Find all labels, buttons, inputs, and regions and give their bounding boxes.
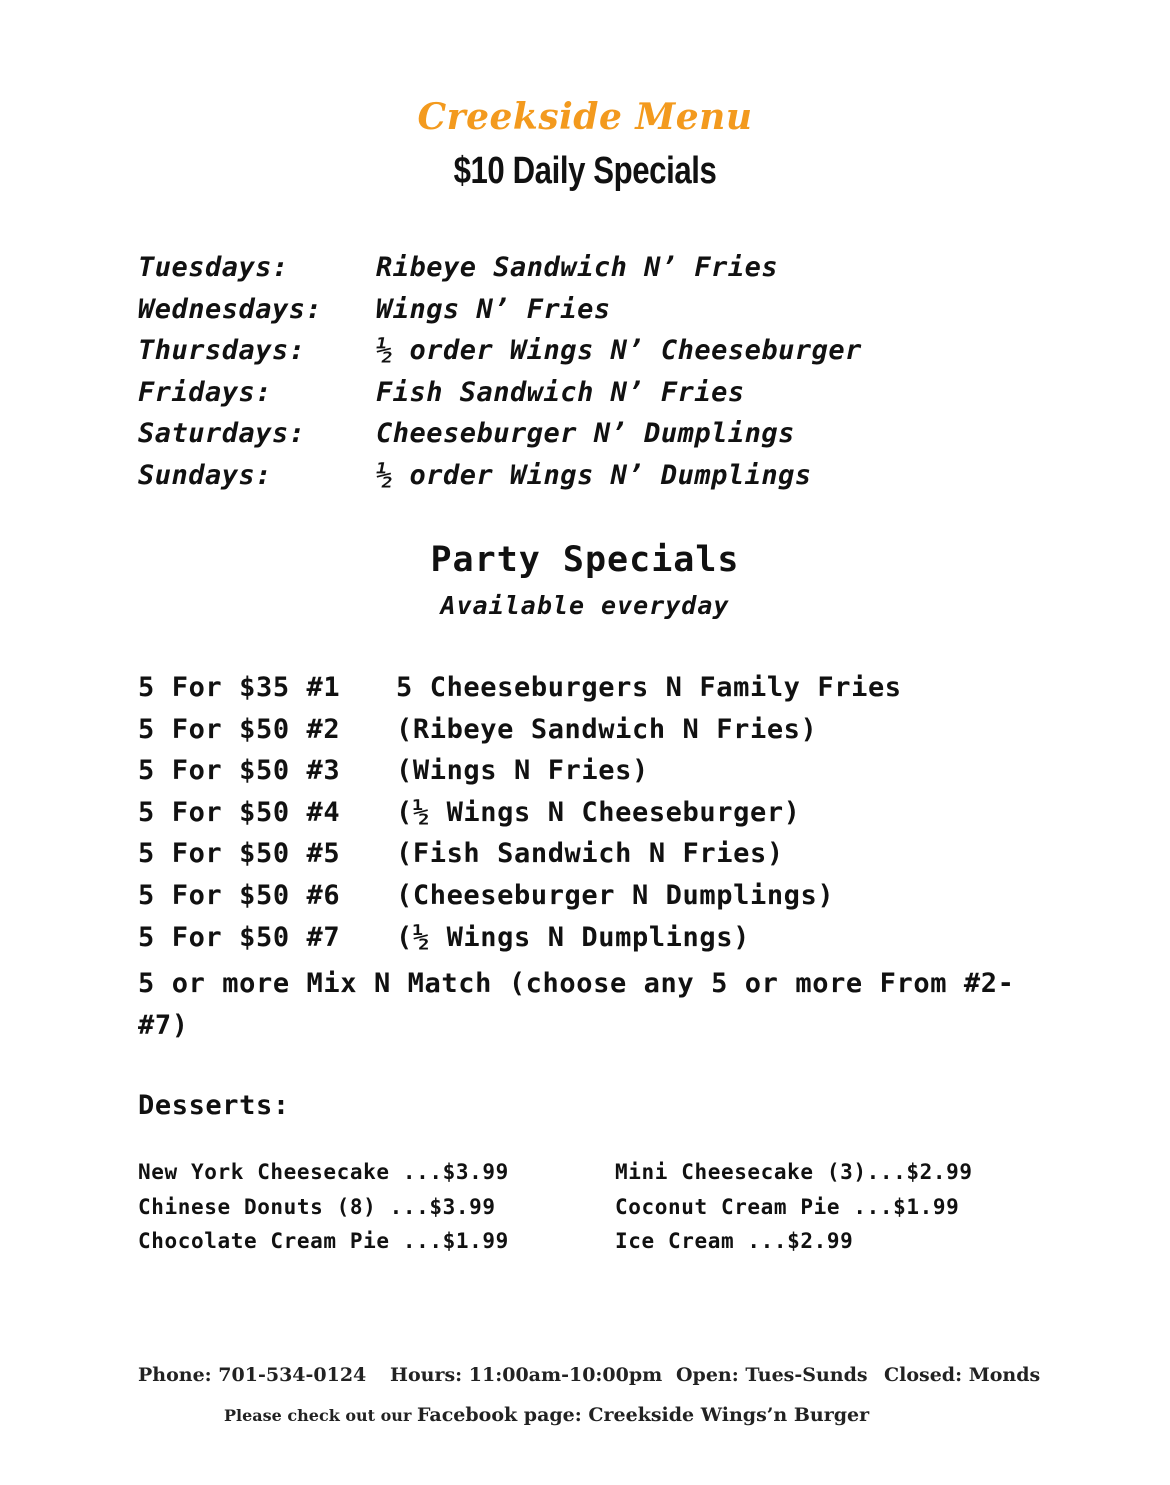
- dessert-item: New York Cheesecake ...$3.99: [138, 1160, 509, 1184]
- party-deal-desc: (Fish Sandwich N Fries): [396, 838, 784, 870]
- list-item: [138, 672, 1038, 714]
- party-deal-code: 5 For $50 #3: [138, 755, 341, 787]
- special-item: ½ order Wings N’ Cheeseburger: [376, 335, 862, 367]
- party-deal-code: 5 For $50 #6: [138, 879, 341, 911]
- dessert-item: Coconut Cream Pie ...$1.99: [615, 1194, 960, 1219]
- dessert-item: Chinese Donuts (8) ...$3.99: [138, 1194, 496, 1219]
- list-item: [138, 838, 1038, 880]
- dessert-item: Ice Cream ...$2.99: [615, 1229, 854, 1253]
- special-day: Tuesdays:: [138, 252, 289, 283]
- desserts-heading: Desserts:: [138, 1090, 290, 1121]
- party-deal-desc: (½ Wings N Dumplings): [396, 921, 750, 953]
- business-hours: Hours: 11:00am-10:00pm: [390, 1364, 663, 1386]
- special-item: Wings N’ Fries: [376, 293, 611, 325]
- party-deal-code: 5 For $35 #1: [138, 672, 341, 703]
- phone-number: Phone: 701-534-0124: [138, 1364, 367, 1386]
- list-item: [138, 755, 1038, 797]
- facebook-page: Facebook page: Creekside Wings’n Burger: [416, 1404, 870, 1426]
- list-item: [138, 252, 862, 294]
- party-deal-desc: (Ribeye Sandwich N Fries): [396, 713, 818, 745]
- list-item: [138, 418, 862, 460]
- special-day: Thursdays:: [138, 335, 306, 367]
- party-specials-list: [138, 672, 1038, 1046]
- party-deal-desc: (Wings N Fries): [396, 755, 649, 787]
- desserts-left-column: [138, 1160, 615, 1264]
- open-days: Open: Tues-Sunds: [676, 1364, 868, 1386]
- party-deal-desc: 5 Cheeseburgers N Family Fries: [396, 672, 902, 703]
- desserts-list: [138, 1160, 1092, 1264]
- special-day: Fridays:: [138, 376, 273, 408]
- list-item: [138, 922, 1038, 964]
- list-item: [138, 335, 862, 377]
- list-item: [138, 797, 1038, 839]
- party-deal-code: 5 For $50 #7: [138, 921, 341, 953]
- closed-days: Closed: Monds: [884, 1364, 1041, 1386]
- special-item: Fish Sandwich N’ Fries: [376, 376, 745, 408]
- party-deal-code: 5 For $50 #2: [138, 713, 341, 745]
- list-item: [138, 714, 1038, 756]
- special-day: Wednesdays:: [138, 293, 323, 325]
- menu-title: Creekside Menu: [417, 96, 753, 138]
- special-item: ½ order Wings N’ Dumplings: [376, 459, 812, 491]
- special-day: Sundays:: [138, 459, 273, 491]
- daily-specials-list: [138, 252, 862, 502]
- daily-specials-heading: $10 Daily Specials: [453, 150, 717, 192]
- party-specials-heading: Party Specials: [430, 540, 740, 580]
- dessert-item: Chocolate Cream Pie ...$1.99: [138, 1229, 509, 1253]
- party-specials-subheading: Available everyday: [440, 591, 730, 620]
- footer-info: [138, 1364, 1040, 1386]
- list-item: [138, 460, 862, 502]
- party-deal-code: 5 For $50 #4: [138, 796, 341, 828]
- list-item: [138, 377, 862, 419]
- dessert-item: Mini Cheesecake (3)...$2.99: [615, 1160, 973, 1184]
- facebook-prefix: Please check out our: [224, 1406, 412, 1425]
- desserts-right-column: [615, 1160, 1092, 1264]
- special-item: Cheeseburger N’ Dumplings: [376, 418, 795, 450]
- list-item: [138, 294, 862, 336]
- mix-n-match-note: 5 or more Mix N Match (choose any 5 or more From #2-#7): [138, 968, 1015, 1041]
- list-item: [138, 880, 1038, 922]
- party-deal-desc: (½ Wings N Cheeseburger): [396, 796, 801, 828]
- party-deal-code: 5 For $50 #5: [138, 838, 341, 870]
- special-day: Saturdays:: [138, 418, 306, 450]
- party-deal-desc: (Cheeseburger N Dumplings): [396, 879, 835, 911]
- special-item: Ribeye Sandwich N’ Fries: [376, 252, 779, 283]
- facebook-note: [224, 1404, 869, 1426]
